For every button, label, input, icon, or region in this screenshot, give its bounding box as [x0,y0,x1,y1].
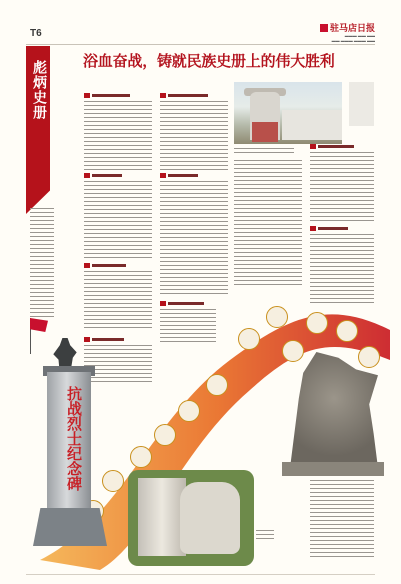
article-text-col1b [84,181,152,261]
article-text-col1c [84,271,152,331]
timeline-node [358,346,380,368]
article-text-col2c [160,309,216,345]
masthead-title: 驻马店日报 [329,24,375,34]
section-marker [160,300,204,306]
article-text-col4b [310,234,374,306]
section-marker [84,92,130,98]
timeline-node [282,340,304,362]
masthead-subline: ▬▬▬ ▬▬ ▬▬ ▬▬ ▬▬▬ ▬▬▬ ▬▬ [331,33,375,43]
article-text-col3a [234,160,302,288]
stone-stele [138,478,186,556]
article-text-col1a [84,101,152,173]
section-marker [310,143,354,149]
article-text-col2a [160,101,228,173]
timeline-node [336,320,358,342]
section-marker [160,172,198,178]
statue-base [282,462,384,476]
timeline-node [178,400,200,422]
footer-rule [26,574,375,575]
timeline-node [130,446,152,468]
page-number: T6 [30,28,42,39]
timeline-node [154,424,176,446]
monument-inscription: 抗战烈士纪念碑 [65,386,83,491]
caption-photo [349,82,374,126]
monument-base [33,508,107,546]
timeline-node [306,312,328,334]
article-text-col4a [310,152,374,224]
photo-caption [234,148,294,156]
section-marker [310,225,348,231]
memorial-arch-photo [234,82,342,144]
timeline-node [102,470,124,492]
timeline-node [238,328,260,350]
article-text-col1d [84,345,152,385]
section-marker [84,262,126,268]
headline: 浴血奋战，铸就民族史册上的伟大胜利 [83,52,335,70]
article-text-col4c [310,480,374,560]
section-marker [84,172,122,178]
article-text-col2b [160,181,228,297]
left-column-text [30,208,54,320]
section-marker [84,336,124,342]
timeline-node [206,374,228,396]
column-name: 彪炳史册 [31,60,47,120]
photo-caption [256,530,274,542]
stone-drum [180,482,240,554]
timeline-node [266,306,288,328]
section-marker [160,92,208,98]
